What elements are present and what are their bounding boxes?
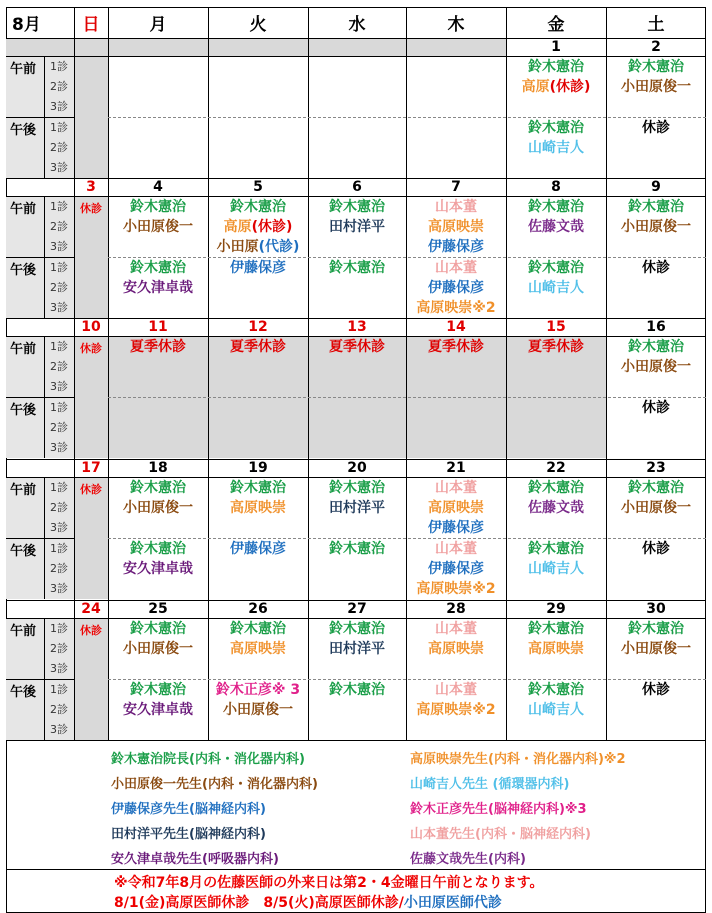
slot-label: 3診	[50, 301, 68, 314]
doctor-name: 田村洋平	[329, 219, 385, 235]
slot-label: 2診	[50, 501, 68, 514]
doctor-name: 鈴木憲治	[628, 59, 684, 75]
doctor-note: (休診)	[549, 79, 591, 95]
doctor-name: 鈴木憲治	[329, 541, 385, 557]
doctor-name: 小田原俊一	[621, 219, 691, 235]
sunday-date: 10	[81, 319, 101, 335]
period-label: 午後	[9, 685, 36, 700]
doctor-entry	[108, 680, 208, 700]
date-number: 20	[347, 460, 367, 476]
doctor-name: 鈴木憲治	[130, 541, 186, 557]
legend-entry: 鈴木憲治院長(内科・消化器内科)	[111, 752, 305, 767]
month-label: 8月	[12, 15, 41, 35]
doctor-entry	[606, 77, 706, 97]
doctor-entry	[108, 639, 208, 659]
date-number: 26	[248, 601, 268, 617]
period-label: 午前	[9, 624, 36, 639]
doctor-name: 鈴木憲治	[130, 621, 186, 637]
doctor-entry	[308, 337, 406, 357]
column-divider	[74, 7, 75, 740]
ampm-divider	[6, 117, 74, 118]
doctor-entry	[108, 197, 208, 217]
doctor-name: 安久津卓哉	[123, 561, 193, 577]
doctor-entry	[506, 639, 606, 659]
doctor-entry	[606, 57, 706, 77]
slot-label: 1診	[50, 542, 68, 555]
doctor-entry	[506, 337, 606, 357]
doctor-entry	[108, 337, 208, 357]
doctor-note: (休診)	[251, 219, 293, 235]
period-label: 午前	[9, 342, 36, 357]
doctor-entry	[506, 700, 606, 720]
date-number: 11	[148, 319, 168, 335]
sunday-closed-label: 休診	[80, 202, 102, 215]
doctor-entry	[108, 478, 208, 498]
doctor-name: 小田原俊一	[123, 500, 193, 516]
sunday-date: 3	[86, 179, 96, 195]
slot-label: 2診	[50, 360, 68, 373]
doctor-entry	[208, 197, 308, 217]
doctor-name: 鈴木憲治	[528, 199, 584, 215]
doctor-name: 休診	[642, 400, 670, 416]
doctor-entry	[308, 680, 406, 700]
doctor-entry	[208, 258, 308, 278]
doctor-entry	[606, 619, 706, 639]
doctor-name: 小田原俊一	[123, 219, 193, 235]
doctor-entry	[108, 700, 208, 720]
weekday-header: 金	[547, 15, 565, 35]
doctor-name: 鈴木憲治	[329, 199, 385, 215]
slot-label: 2診	[50, 562, 68, 575]
slot-divider	[44, 56, 45, 178]
slot-label: 3診	[50, 240, 68, 253]
doctor-entry	[606, 217, 706, 237]
doctor-entry	[606, 539, 706, 559]
doctor-entry	[506, 77, 606, 97]
doctor-name: 山本董	[435, 621, 477, 637]
doctor-name: 山崎吉人	[528, 702, 584, 718]
doctor-entry	[506, 217, 606, 237]
slot-divider	[44, 618, 45, 740]
slot-label: 3診	[50, 723, 68, 736]
doctor-name: 鈴木憲治	[130, 682, 186, 698]
doctor-entry	[308, 539, 406, 559]
weekday-header: 火	[249, 15, 267, 35]
doctor-name: 夏季休診	[329, 339, 385, 355]
doctor-entry	[606, 258, 706, 278]
doctor-entry	[208, 337, 308, 357]
sunday-closed-label: 休診	[80, 483, 102, 496]
doctor-entry	[308, 619, 406, 639]
doctor-name: 小田原俊一	[621, 359, 691, 375]
slot-label: 1診	[50, 340, 68, 353]
period-label: 午後	[9, 403, 36, 418]
doctor-entry	[308, 478, 406, 498]
empty-date-shade	[108, 38, 208, 56]
doctor-name: 山本董	[435, 682, 477, 698]
doctor-name: 高原映崇	[428, 500, 484, 516]
date-number: 12	[248, 319, 268, 335]
note-line-1: ※令和7年8月の佐藤医師の外来日は第2・4金曜日午前となります。	[114, 875, 544, 891]
slot-label: 3診	[50, 521, 68, 534]
doctor-entry	[406, 478, 506, 498]
doctor-entry	[406, 680, 506, 700]
doctor-name: 山本董	[435, 260, 477, 276]
doctor-entry	[108, 498, 208, 518]
doctor-entry	[308, 498, 406, 518]
doctor-name: 鈴木憲治	[628, 339, 684, 355]
weekday-header: 土	[647, 15, 665, 35]
slot-label: 1診	[50, 622, 68, 635]
doctor-entry	[208, 619, 308, 639]
doctor-name: 鈴木憲治	[329, 682, 385, 698]
doctor-entry	[506, 57, 606, 77]
date-number: 25	[148, 601, 168, 617]
doctor-entry	[406, 579, 506, 599]
doctor-name: 鈴木憲治	[230, 480, 286, 496]
doctor-entry	[606, 639, 706, 659]
doctor-entry	[308, 258, 406, 278]
empty-date-shade	[406, 38, 506, 56]
slot-label: 3診	[50, 441, 68, 454]
empty-date-shade	[208, 38, 308, 56]
doctor-name: 鈴木憲治	[230, 621, 286, 637]
doctor-entry	[606, 478, 706, 498]
slot-divider	[44, 196, 45, 318]
period-label: 午前	[9, 202, 36, 217]
doctor-name: 伊藤保彦	[428, 239, 484, 255]
doctor-name: 小田原俊一	[621, 641, 691, 657]
date-number: 27	[347, 601, 367, 617]
date-number: 9	[651, 179, 661, 195]
doctor-name: 鈴木憲治	[528, 480, 584, 496]
ampm-divider	[6, 679, 74, 680]
doctor-entry	[208, 700, 308, 720]
sunday-date: 17	[81, 460, 101, 476]
slot-label: 1診	[50, 60, 68, 73]
slot-label: 3診	[50, 100, 68, 113]
notes-divider	[6, 869, 706, 870]
doctor-entry	[208, 217, 308, 237]
doctor-entry	[506, 258, 606, 278]
slot-label: 2診	[50, 141, 68, 154]
doctor-name: 高原映崇	[528, 641, 584, 657]
doctor-entry	[208, 478, 308, 498]
doctor-name: 夏季休診	[130, 339, 186, 355]
doctor-entry	[208, 498, 308, 518]
doctor-name: 鈴木憲治	[130, 260, 186, 276]
doctor-entry	[406, 337, 506, 357]
doctor-entry	[506, 118, 606, 138]
doctor-entry	[506, 478, 606, 498]
legend-entry: 安久津卓哉先生(呼吸器内科)	[111, 852, 279, 867]
sunday-date: 24	[81, 601, 101, 617]
legend-entry: 高原映崇先生(内科・消化器内科)※2	[410, 752, 626, 767]
empty-date-shade	[308, 38, 406, 56]
date-number: 7	[451, 179, 461, 195]
ampm-divider	[6, 257, 74, 258]
doctor-name: 休診	[642, 541, 670, 557]
doctor-entry	[406, 639, 506, 659]
doctor-entry	[108, 619, 208, 639]
doctor-name: 伊藤保彦	[428, 280, 484, 296]
doctor-name: 鈴木憲治	[628, 199, 684, 215]
doctor-name: 安久津卓哉	[123, 280, 193, 296]
date-number: 13	[347, 319, 367, 335]
doctor-name: 鈴木憲治	[528, 621, 584, 637]
doctor-entry	[506, 278, 606, 298]
doctor-name: 夏季休診	[528, 339, 584, 355]
sunday-column-shade	[74, 56, 108, 178]
doctor-name: 伊藤保彦	[428, 520, 484, 536]
slot-label: 2診	[50, 703, 68, 716]
legend-entry: 山本董先生(内科・脳神経内科)	[410, 827, 591, 842]
doctor-entry	[406, 619, 506, 639]
date-number: 4	[153, 179, 163, 195]
doctor-name: 山本董	[435, 199, 477, 215]
doctor-entry	[606, 118, 706, 138]
doctor-entry	[606, 398, 706, 418]
slot-label: 1診	[50, 401, 68, 414]
doctor-name: 夏季休診	[230, 339, 286, 355]
legend-entry: 伊藤保彦先生(脳神経内科)	[111, 802, 266, 817]
legend-entry: 小田原俊一先生(内科・消化器内科)	[111, 777, 318, 792]
doctor-name: 高原映崇※2	[416, 300, 496, 316]
date-number: 19	[248, 460, 268, 476]
date-number: 15	[546, 319, 566, 335]
slot-label: 2診	[50, 281, 68, 294]
note-line-2	[114, 892, 502, 910]
doctor-name: 安久津卓哉	[123, 702, 193, 718]
doctor-entry	[208, 639, 308, 659]
weekday-header: 木	[447, 15, 465, 35]
doctor-name: 鈴木憲治	[130, 480, 186, 496]
doctor-name: 山崎吉人	[528, 140, 584, 156]
period-label: 午前	[9, 483, 36, 498]
slot-label: 1診	[50, 683, 68, 696]
legend-divider	[6, 740, 706, 741]
doctor-entry	[108, 278, 208, 298]
doctor-entry	[208, 680, 308, 700]
slot-label: 3診	[50, 662, 68, 675]
doctor-entry	[606, 357, 706, 377]
doctor-name: 小田原俊一	[123, 641, 193, 657]
doctor-entry	[506, 138, 606, 158]
date-number: 14	[446, 319, 466, 335]
date-number: 22	[546, 460, 566, 476]
date-number: 29	[546, 601, 566, 617]
doctor-name: 小田原俊一	[621, 500, 691, 516]
empty-date-shade	[6, 38, 108, 56]
ampm-divider	[6, 538, 74, 539]
legend-entry: 佐藤文哉先生(内科)	[410, 852, 526, 867]
doctor-name: 田村洋平	[329, 500, 385, 516]
doctor-name: 佐藤文哉	[528, 500, 584, 516]
doctor-name: 小田原俊一	[621, 79, 691, 95]
doctor-name: 休診	[642, 260, 670, 276]
doctor-name: 休診	[642, 682, 670, 698]
doctor-entry	[406, 498, 506, 518]
doctor-entry	[506, 539, 606, 559]
doctor-name: 小田原俊一	[223, 702, 293, 718]
doctor-entry	[406, 258, 506, 278]
doctor-name: 鈴木憲治	[130, 199, 186, 215]
doctor-name: 高原	[223, 219, 252, 235]
doctor-name: 高原映崇	[230, 641, 286, 657]
doctor-entry	[108, 258, 208, 278]
doctor-name: 鈴木正彦※ 3	[215, 682, 301, 698]
doctor-entry	[406, 298, 506, 318]
doctor-entry	[108, 217, 208, 237]
weekday-header: 日	[82, 15, 100, 35]
doctor-entry	[506, 619, 606, 639]
doctor-entry	[406, 539, 506, 559]
doctor-name: 山本董	[435, 541, 477, 557]
note-line-2b: 小田原医師代診	[403, 895, 502, 911]
doctor-entry	[406, 278, 506, 298]
date-number: 18	[148, 460, 168, 476]
doctor-entry	[406, 559, 506, 579]
date-number: 16	[646, 319, 666, 335]
doctor-name: 伊藤保彦	[230, 260, 286, 276]
slot-label: 2診	[50, 642, 68, 655]
doctor-note: (代診)	[258, 239, 300, 255]
slot-label: 3診	[50, 380, 68, 393]
doctor-entry	[406, 237, 506, 257]
slot-label: 2診	[50, 220, 68, 233]
doctor-name: 高原映崇※2	[416, 581, 496, 597]
doctor-entry	[506, 197, 606, 217]
slot-label: 1診	[50, 121, 68, 134]
doctor-name: 田村洋平	[329, 641, 385, 657]
slot-label: 2診	[50, 421, 68, 434]
doctor-name: 鈴木憲治	[628, 480, 684, 496]
doctor-name: 山本董	[435, 480, 477, 496]
doctor-entry	[208, 539, 308, 559]
date-number: 28	[446, 601, 466, 617]
slot-label: 1診	[50, 481, 68, 494]
date-number: 6	[352, 179, 362, 195]
doctor-entry	[308, 639, 406, 659]
slot-divider	[44, 477, 45, 599]
doctor-name: 鈴木憲治	[528, 260, 584, 276]
legend-entry: 田村洋平先生(脳神経内科)	[111, 827, 266, 842]
doctor-name: 夏季休診	[428, 339, 484, 355]
doctor-name: 鈴木憲治	[528, 59, 584, 75]
doctor-entry	[406, 217, 506, 237]
doctor-name: 佐藤文哉	[528, 219, 584, 235]
period-label: 午後	[9, 263, 36, 278]
doctor-name: 鈴木憲治	[528, 120, 584, 136]
doctor-name: 高原映崇※2	[416, 702, 496, 718]
doctor-name: 山崎吉人	[528, 280, 584, 296]
doctor-name: 高原映崇	[230, 500, 286, 516]
note-line-2a: 8/1(金)高原医師休診 8/5(火)高原医師休診/	[114, 895, 404, 911]
doctor-name: 鈴木憲治	[230, 199, 286, 215]
doctor-name: 高原映崇	[428, 219, 484, 235]
doctor-name: 山崎吉人	[528, 561, 584, 577]
doctor-name: 高原映崇	[428, 641, 484, 657]
doctor-entry	[406, 700, 506, 720]
slot-label: 1診	[50, 200, 68, 213]
doctor-name: 伊藤保彦	[428, 561, 484, 577]
doctor-entry	[108, 559, 208, 579]
doctor-entry	[406, 518, 506, 538]
date-number: 5	[253, 179, 263, 195]
doctor-entry	[606, 337, 706, 357]
legend-entry: 山崎吉人先生 (循環器内科)	[410, 777, 570, 792]
doctor-name: 高原	[521, 79, 550, 95]
date-number: 23	[646, 460, 666, 476]
doctor-entry	[506, 498, 606, 518]
doctor-entry	[606, 680, 706, 700]
date-number: 30	[646, 601, 666, 617]
date-number: 2	[651, 39, 661, 55]
date-number: 21	[446, 460, 466, 476]
slot-label: 2診	[50, 80, 68, 93]
sunday-closed-label: 休診	[80, 342, 102, 355]
doctor-name: 鈴木憲治	[329, 260, 385, 276]
doctor-name: 鈴木憲治	[528, 541, 584, 557]
date-number: 1	[551, 39, 561, 55]
ampm-divider	[6, 397, 74, 398]
doctor-entry	[308, 217, 406, 237]
doctor-name: 鈴木憲治	[628, 621, 684, 637]
weekday-header: 水	[348, 15, 366, 35]
doctor-name: 鈴木憲治	[329, 621, 385, 637]
slot-divider	[44, 336, 45, 458]
doctor-entry	[506, 680, 606, 700]
slot-label: 3診	[50, 582, 68, 595]
weekday-header: 月	[149, 15, 167, 35]
doctor-name: 小田原	[216, 239, 259, 255]
doctor-name: 鈴木憲治	[528, 682, 584, 698]
doctor-name: 鈴木憲治	[329, 480, 385, 496]
doctor-name: 休診	[642, 120, 670, 136]
doctor-entry	[606, 197, 706, 217]
doctor-entry	[406, 197, 506, 217]
doctor-entry	[108, 539, 208, 559]
period-label: 午前	[9, 62, 36, 77]
doctor-name: 伊藤保彦	[230, 541, 286, 557]
slot-label: 1診	[50, 261, 68, 274]
legend-entry: 鈴木正彦先生(脳神経内科)※3	[410, 802, 587, 817]
period-label: 午後	[9, 544, 36, 559]
period-label: 午後	[9, 123, 36, 138]
doctor-entry	[208, 237, 308, 257]
slot-label: 3診	[50, 161, 68, 174]
doctor-entry	[506, 559, 606, 579]
doctor-entry	[308, 197, 406, 217]
date-number: 8	[551, 179, 561, 195]
doctor-entry	[606, 498, 706, 518]
sunday-closed-label: 休診	[80, 624, 102, 637]
